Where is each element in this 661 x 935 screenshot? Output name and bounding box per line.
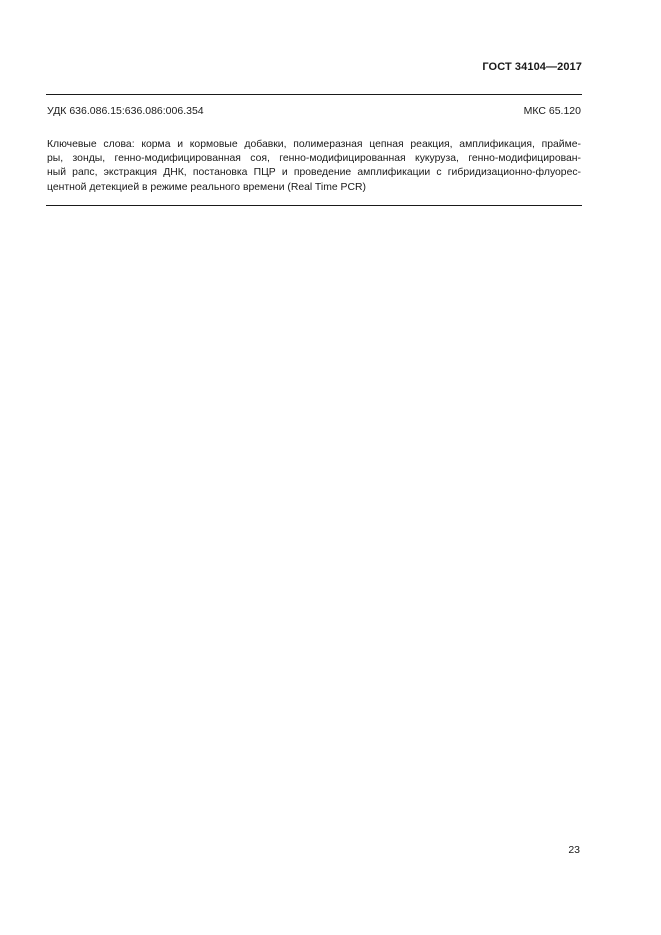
keywords-line: ры, зонды, генно-модифицированная соя, генно-модифицированная кукуруза, генно-модифицирован- (47, 153, 581, 165)
mks-code: МКС 65.120 (523, 105, 581, 117)
udk-code: УДК 636.086.15:636.086:006.354 (47, 105, 204, 117)
keywords-line: центной детекцией в режиме реального времени (Real Time PCR) (47, 181, 366, 193)
bottom-divider (46, 205, 582, 206)
page-number: 23 (568, 844, 580, 856)
keywords-paragraph (47, 138, 581, 195)
top-divider (46, 94, 582, 95)
standard-code: ГОСТ 34104—2017 (482, 61, 582, 73)
keywords-line: ный рапс, экстракция ДНК, постановка ПЦР и проведение амплификации с гибридизационно-флуорес- (47, 167, 581, 179)
keywords-line: Ключевые слова: корма и кормовые добавки, полимеразная цепная реакция, амплификация, прайме- (47, 139, 581, 150)
